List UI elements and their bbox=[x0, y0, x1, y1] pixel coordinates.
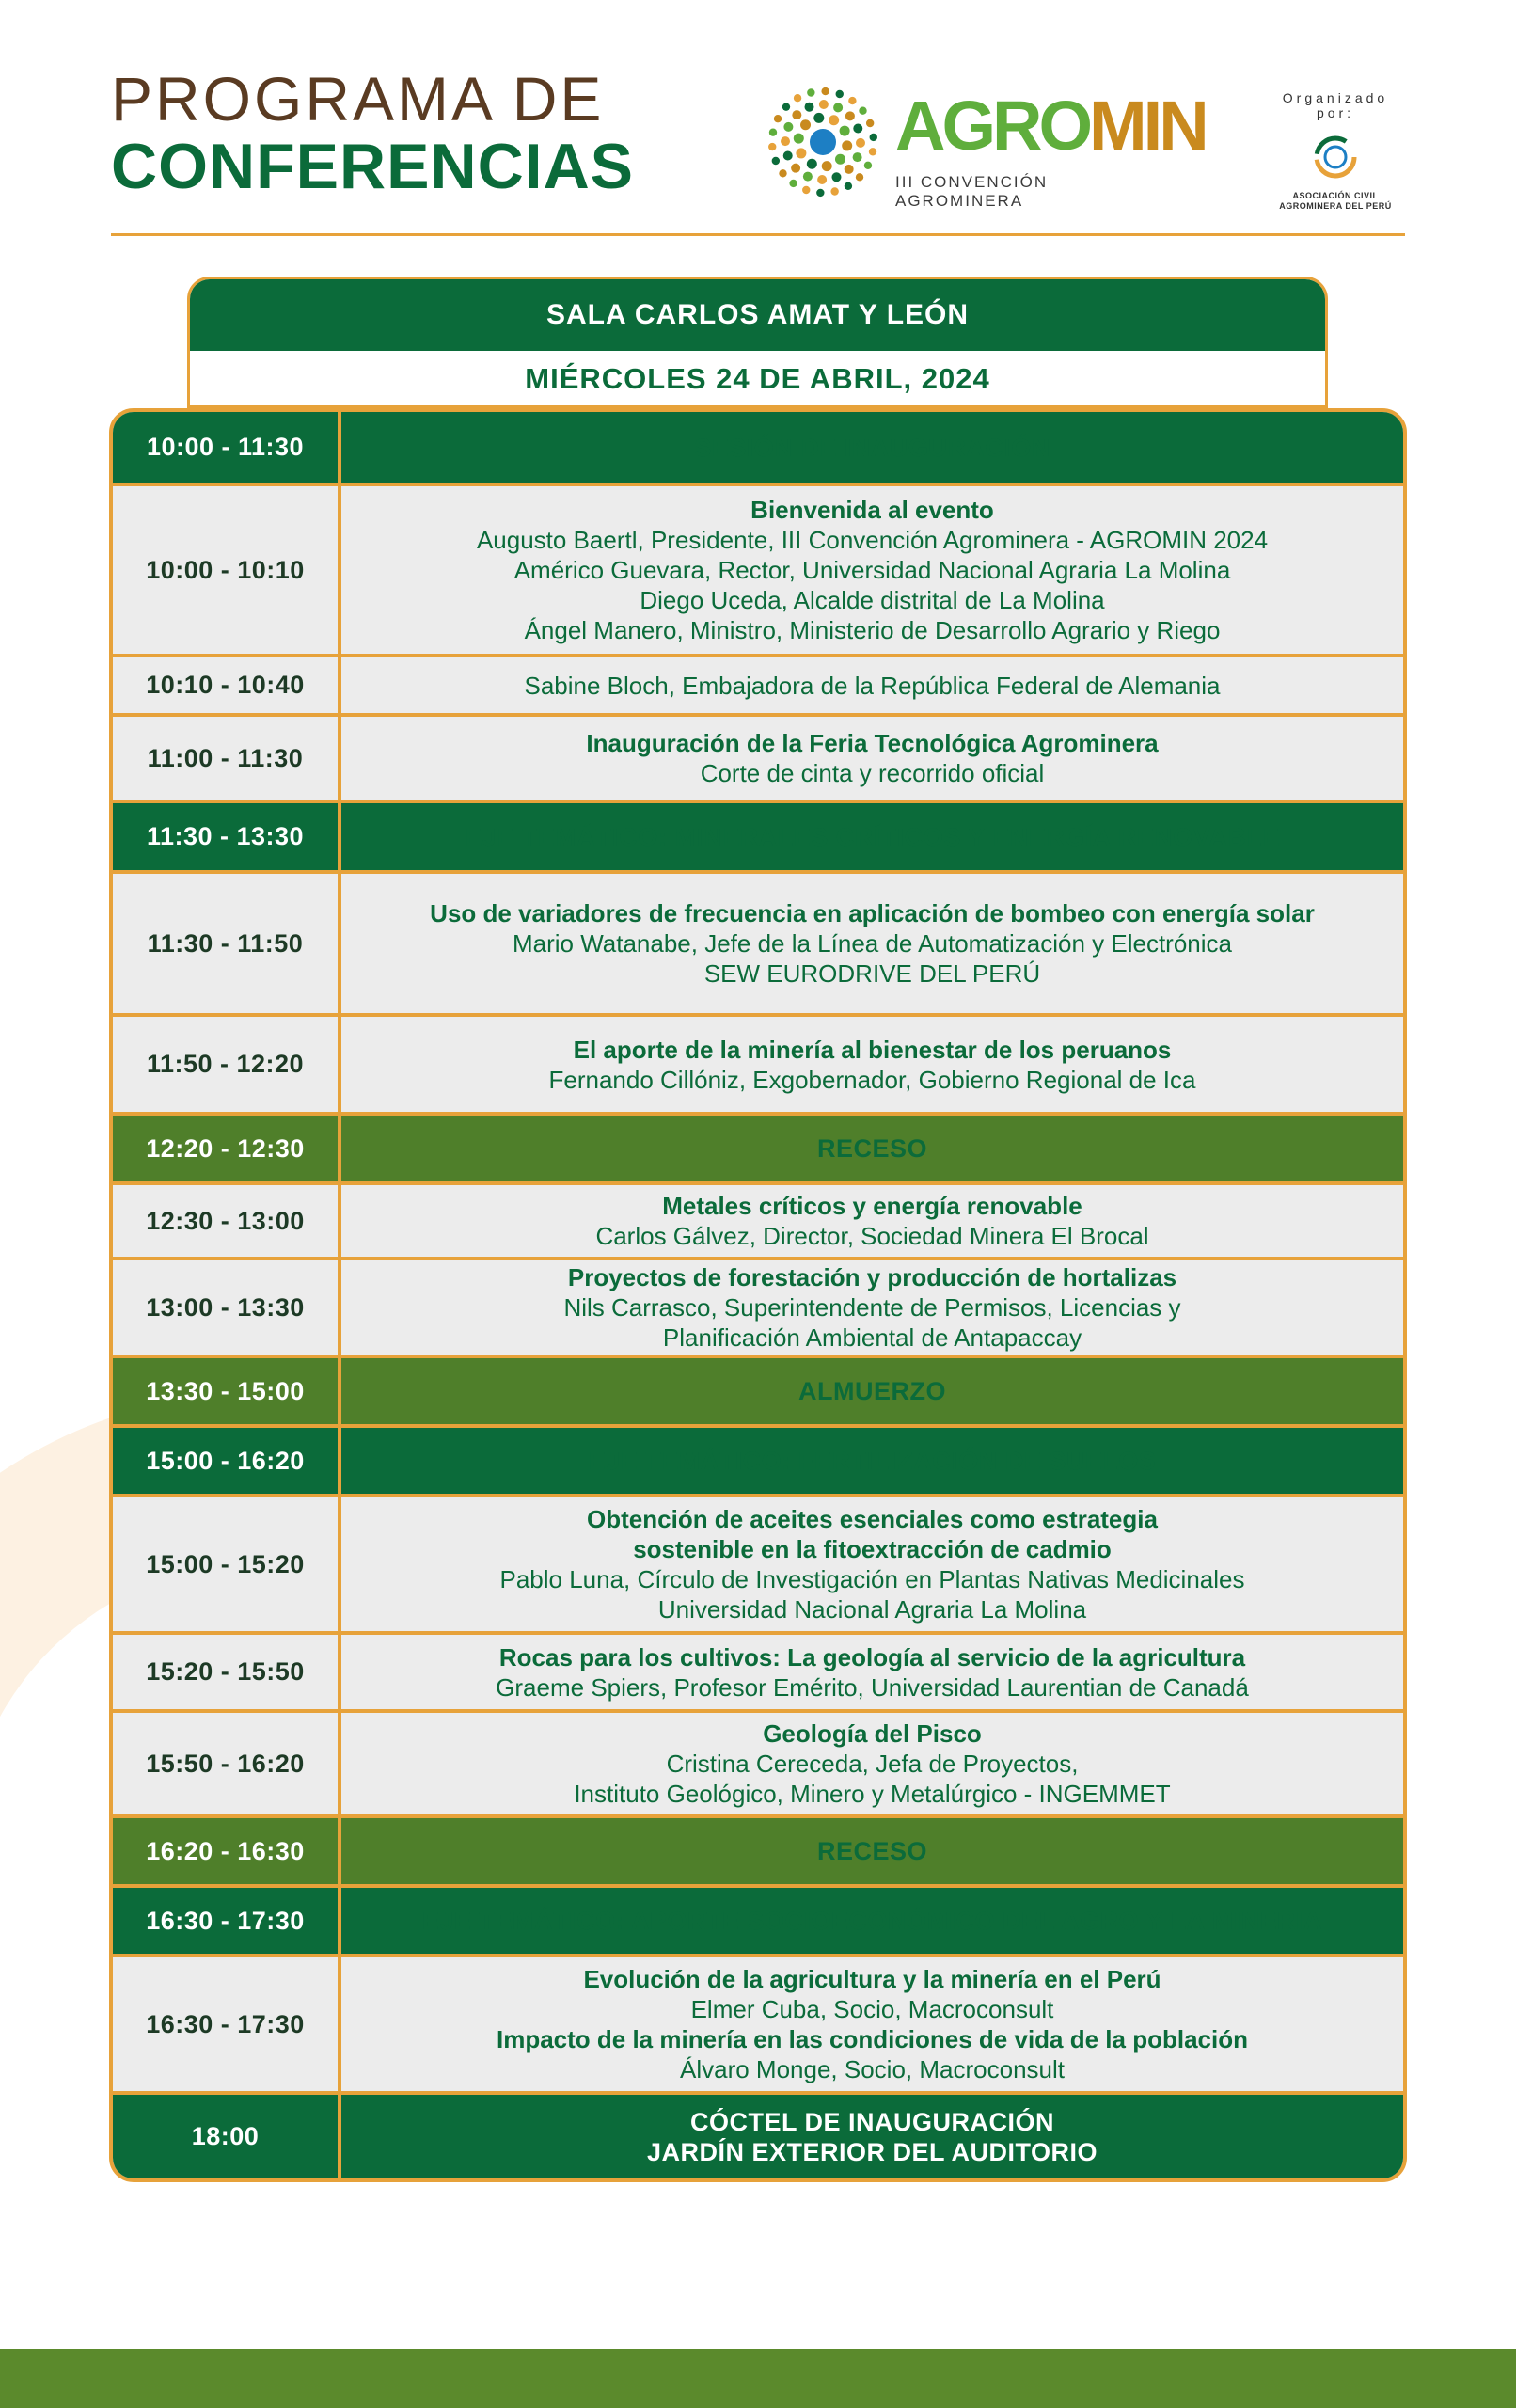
time-cell: 16:20 - 16:30 bbox=[113, 1818, 341, 1884]
content-cell bbox=[341, 1358, 1403, 1424]
time-cell: 12:20 - 12:30 bbox=[113, 1116, 341, 1181]
time-cell: 11:00 - 11:30 bbox=[113, 717, 341, 800]
speaker-line: Álvaro Monge, Socio, Macroconsult bbox=[680, 2055, 1065, 2083]
speaker-line: Diego Uceda, Alcalde distrital de La Molina bbox=[640, 586, 1105, 614]
content-cell bbox=[341, 1888, 1403, 1954]
speaker-line: Mario Watanabe, Jefe de la Línea de Automatización y Electrónica bbox=[512, 929, 1233, 958]
speaker-line: Fernando Cillóniz, Exgobernador, Gobierno Regional de Ica bbox=[548, 1065, 1196, 1094]
time-cell: 15:50 - 16:20 bbox=[113, 1713, 341, 1814]
sala-date: MIÉRCOLES 24 DE ABRIL, 2024 bbox=[525, 362, 990, 395]
time-cell: 11:30 - 11:50 bbox=[113, 874, 341, 1013]
time-cell: 11:30 - 13:30 bbox=[113, 803, 341, 870]
session-title: Impacto de la minería en las condiciones de vida de la población bbox=[496, 2025, 1248, 2053]
schedule-row-talk bbox=[113, 1013, 1403, 1112]
schedule-row-talk bbox=[113, 870, 1403, 1013]
session-title: EJE TEMÁTICO: APORTE SOCIOECONÓMICO DEL AGRO Y LA MINERIA bbox=[421, 1907, 1323, 1935]
session-title: SESIÓN DE INAUGURACIÓN bbox=[694, 433, 1050, 462]
content-cell bbox=[341, 1957, 1403, 2091]
time-cell: 10:00 - 10:10 bbox=[113, 486, 341, 654]
time-cell: 15:20 - 15:50 bbox=[113, 1635, 341, 1709]
session-title: Uso de variadores de frecuencia en aplicación de bombeo con energía solar bbox=[430, 899, 1315, 927]
content-cell bbox=[341, 486, 1403, 654]
session-title: Geología del Pisco bbox=[763, 1719, 982, 1748]
title-line-2: CONFERENCIAS bbox=[111, 131, 635, 202]
session-title: Evolución de la agricultura y la minería en el Perú bbox=[583, 1965, 1161, 1993]
schedule-row-talk bbox=[113, 1181, 1403, 1257]
session-title: ALMUERZO bbox=[798, 1377, 946, 1405]
content-cell bbox=[341, 657, 1403, 713]
speaker-line: SEW EURODRIVE DEL PERÚ bbox=[703, 959, 1041, 988]
speaker-line: Sabine Bloch, Embajadora de la República Federal de Alemania bbox=[524, 671, 1221, 700]
schedule-row-talk bbox=[113, 1709, 1403, 1814]
header-divider bbox=[111, 233, 1405, 236]
session-title: Obtención de aceites esenciales como estrategia bbox=[587, 1505, 1158, 1533]
session-title: RECESO bbox=[816, 1134, 928, 1163]
session-title: Rocas para los cultivos: La geología al servicio de la agricultura bbox=[498, 1642, 1246, 1671]
session-title: Bienvenida al evento bbox=[750, 496, 994, 524]
sala-header bbox=[187, 277, 1328, 408]
content-cell bbox=[341, 1116, 1403, 1181]
content-cell bbox=[341, 1818, 1403, 1884]
speaker-line: Américo Guevara, Rector, Universidad Nacional Agraria La Molina bbox=[513, 556, 1231, 584]
speaker-line: Instituto Geológico, Minero y Metalúrgico - INGEMMET bbox=[574, 1780, 1171, 1808]
schedule-row-talk bbox=[113, 1631, 1403, 1709]
session-title: Inauguración de la Feria Tecnológica Agrominera bbox=[586, 729, 1159, 757]
speaker-line: Augusto Baertl, Presidente, III Convención Agrominera - AGROMIN 2024 bbox=[476, 526, 1269, 554]
logo-subtitle: III CONVENCIÓN AGROMINERA bbox=[895, 173, 1049, 210]
session-title: sostenible en la fitoextracción de cadmio bbox=[633, 1535, 1112, 1563]
schedule-row-section bbox=[113, 412, 1403, 483]
speaker-line: Cristina Cereceda, Jefa de Proyectos, bbox=[666, 1750, 1079, 1778]
logo-agro-text: AGRO bbox=[895, 87, 1089, 165]
schedule-row-closing bbox=[113, 2091, 1403, 2178]
footer-bar bbox=[0, 2349, 1516, 2408]
time-cell: 12:30 - 13:00 bbox=[113, 1185, 341, 1257]
session-title: EJE TEMÁTICO: MINERALES CRÍTICOS Y ENERGÍA RENOVABLE bbox=[465, 822, 1280, 851]
speaker-line: Graeme Spiers, Profesor Emérito, Universidad Laurentian de Canadá bbox=[496, 1672, 1249, 1702]
speaker-line: Elmer Cuba, Socio, Macroconsult bbox=[690, 1995, 1054, 2023]
time-cell: 18:00 bbox=[113, 2095, 341, 2178]
schedule-row-talk bbox=[113, 654, 1403, 713]
time-cell: 10:10 - 10:40 bbox=[113, 657, 341, 713]
time-cell: 10:00 - 11:30 bbox=[113, 412, 341, 483]
schedule-row-talk bbox=[113, 483, 1403, 654]
time-cell: 15:00 - 16:20 bbox=[113, 1428, 341, 1494]
content-cell bbox=[341, 1260, 1403, 1354]
schedule-row-break bbox=[113, 1112, 1403, 1181]
organizer-name-line-1: ASOCIACIÓN CIVIL bbox=[1292, 191, 1379, 200]
organized-by-label: Organizado por: bbox=[1282, 90, 1389, 120]
content-cell bbox=[341, 717, 1403, 800]
session-title: Metales críticos y energía renovable bbox=[662, 1192, 1082, 1220]
session-title: CÓCTEL DE INAUGURACIÓN bbox=[689, 2107, 1054, 2136]
session-title: JARDÍN EXTERIOR DEL AUDITORIO bbox=[646, 2137, 1098, 2166]
content-cell bbox=[341, 1713, 1403, 1814]
time-cell: 11:50 - 12:20 bbox=[113, 1017, 341, 1112]
content-cell bbox=[341, 1428, 1403, 1494]
speaker-line: Planificación Ambiental de Antapaccay bbox=[662, 1323, 1082, 1352]
time-cell: 13:30 - 15:00 bbox=[113, 1358, 341, 1424]
organizer-name-line-2: AGROMINERA DEL PERÚ bbox=[1279, 201, 1392, 211]
content-cell bbox=[341, 412, 1403, 483]
session-title: RECESO bbox=[816, 1837, 928, 1865]
content-cell bbox=[341, 803, 1403, 870]
speaker-line: Corte de cinta y recorrido oficial bbox=[700, 759, 1045, 787]
time-cell: 16:30 - 17:30 bbox=[113, 1957, 341, 2091]
schedule-row-section bbox=[113, 800, 1403, 870]
session-title: El aporte de la minería al bienestar de los peruanos bbox=[573, 1035, 1172, 1064]
agromin-logo bbox=[764, 83, 1206, 210]
time-cell: 15:00 - 15:20 bbox=[113, 1497, 341, 1631]
title-line-1: PROGRAMA DE bbox=[111, 64, 605, 134]
schedule-table bbox=[109, 408, 1407, 2182]
organizer-logo-icon bbox=[1312, 134, 1359, 181]
speaker-line: Nils Carrasco, Superintendente de Permisos, Licencias y bbox=[563, 1293, 1181, 1322]
speaker-line: Pablo Luna, Círculo de Investigación en Plantas Nativas Medicinales bbox=[499, 1565, 1245, 1593]
speaker-line: Carlos Gálvez, Director, Sociedad Minera El Brocal bbox=[595, 1222, 1149, 1250]
content-cell bbox=[341, 1497, 1403, 1631]
page-title bbox=[111, 66, 634, 201]
schedule-row-section bbox=[113, 1424, 1403, 1494]
schedule-row-break bbox=[113, 1354, 1403, 1424]
content-cell bbox=[341, 2095, 1403, 2178]
time-cell: 16:30 - 17:30 bbox=[113, 1888, 341, 1954]
logo-min-text: MIN bbox=[1089, 87, 1206, 165]
content-cell bbox=[341, 1635, 1403, 1709]
schedule-row-talk bbox=[113, 713, 1403, 800]
schedule-row-section bbox=[113, 1884, 1403, 1954]
schedule-row-break bbox=[113, 1814, 1403, 1884]
dots-globe-icon bbox=[764, 83, 882, 201]
content-cell bbox=[341, 874, 1403, 1013]
time-cell: 13:00 - 13:30 bbox=[113, 1260, 341, 1354]
logo-wordmark bbox=[895, 87, 1206, 166]
sala-title: SALA CARLOS AMAT Y LEÓN bbox=[190, 279, 1325, 351]
speaker-line: Ángel Manero, Ministro, Ministerio de Desarrollo Agrario y Riego bbox=[524, 616, 1221, 644]
schedule-row-talk bbox=[113, 1257, 1403, 1354]
organizer-block bbox=[1260, 90, 1411, 212]
speaker-line: Universidad Nacional Agraria La Molina bbox=[657, 1595, 1087, 1624]
schedule-row-talk bbox=[113, 1494, 1403, 1631]
session-title: Proyectos de forestación y producción de hortalizas bbox=[567, 1263, 1177, 1291]
schedule-row-talk bbox=[113, 1954, 1403, 2091]
content-cell bbox=[341, 1017, 1403, 1112]
session-title: EJE TEMÁTICO: FERTILIZACIÓN DE SUELOS bbox=[588, 1447, 1157, 1475]
content-cell bbox=[341, 1185, 1403, 1257]
